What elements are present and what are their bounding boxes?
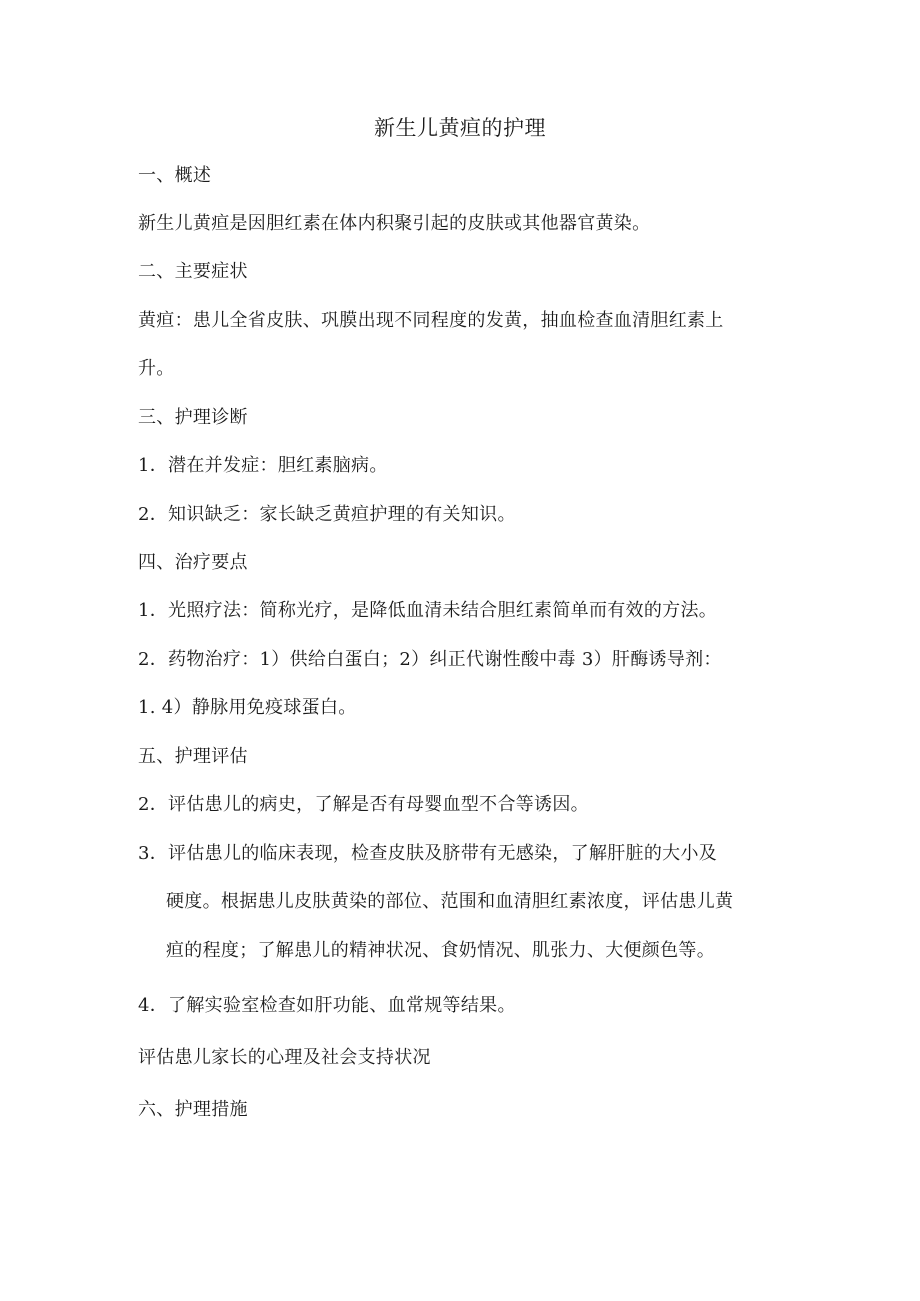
list-item-assessment-3-line-2: 硬度。根据患儿皮肤黄染的部位、范围和血清胆红素浓度，评估患儿黄 (166, 891, 734, 912)
list-item-diagnosis-2: 2．知识缺乏：家长缺乏黄疸护理的有关知识。 (138, 504, 516, 525)
list-item-assessment-3-line-1: 3．评估患儿的临床表现，检查皮肤及脐带有无感染，了解肝脏的大小及 (138, 843, 718, 864)
section-heading-measures: 六、护理措施 (138, 1099, 248, 1120)
paragraph-overview: 新生儿黄疸是因胆红素在体内积聚引起的皮肤或其他器官黄染。 (138, 213, 651, 234)
list-item-treatment-2: 2．药物治疗：1）供给白蛋白；2）纠正代谢性酸中毒 3）肝酶诱导剂： (138, 649, 722, 670)
list-item-diagnosis-1: 1．潜在并发症：胆红素脑病。 (138, 455, 388, 476)
document-title: 新生儿黄疸的护理 (374, 116, 546, 140)
list-item-treatment-2-continued: 1. 4）静脉用免疫球蛋白。 (138, 697, 357, 718)
section-heading-diagnosis: 三、护理诊断 (138, 407, 248, 428)
section-heading-symptoms: 二、主要症状 (138, 261, 248, 282)
paragraph-assessment-family: 评估患儿家长的心理及社会支持状况 (138, 1047, 431, 1068)
paragraph-symptoms-line-1: 黄疸：患儿全省皮肤、巩膜出现不同程度的发黄，抽血检查血清胆红素上 (138, 310, 724, 331)
list-item-assessment-4: 4．了解实验室检查如肝功能、血常规等结果。 (138, 995, 516, 1016)
section-heading-overview: 一、概述 (138, 165, 212, 186)
list-item-treatment-1: 1．光照疗法：简称光疗，是降低血清未结合胆红素简单而有效的方法。 (138, 600, 718, 621)
list-item-assessment-2: 2．评估患儿的病史，了解是否有母婴血型不合等诱因。 (138, 794, 589, 815)
list-item-assessment-3-line-3: 疸的程度；了解患儿的精神状况、食奶情况、肌张力、大便颜色等。 (166, 940, 715, 961)
paragraph-symptoms-line-2: 升。 (138, 358, 175, 379)
section-heading-treatment: 四、治疗要点 (138, 552, 248, 573)
section-heading-assessment: 五、护理评估 (138, 746, 248, 767)
